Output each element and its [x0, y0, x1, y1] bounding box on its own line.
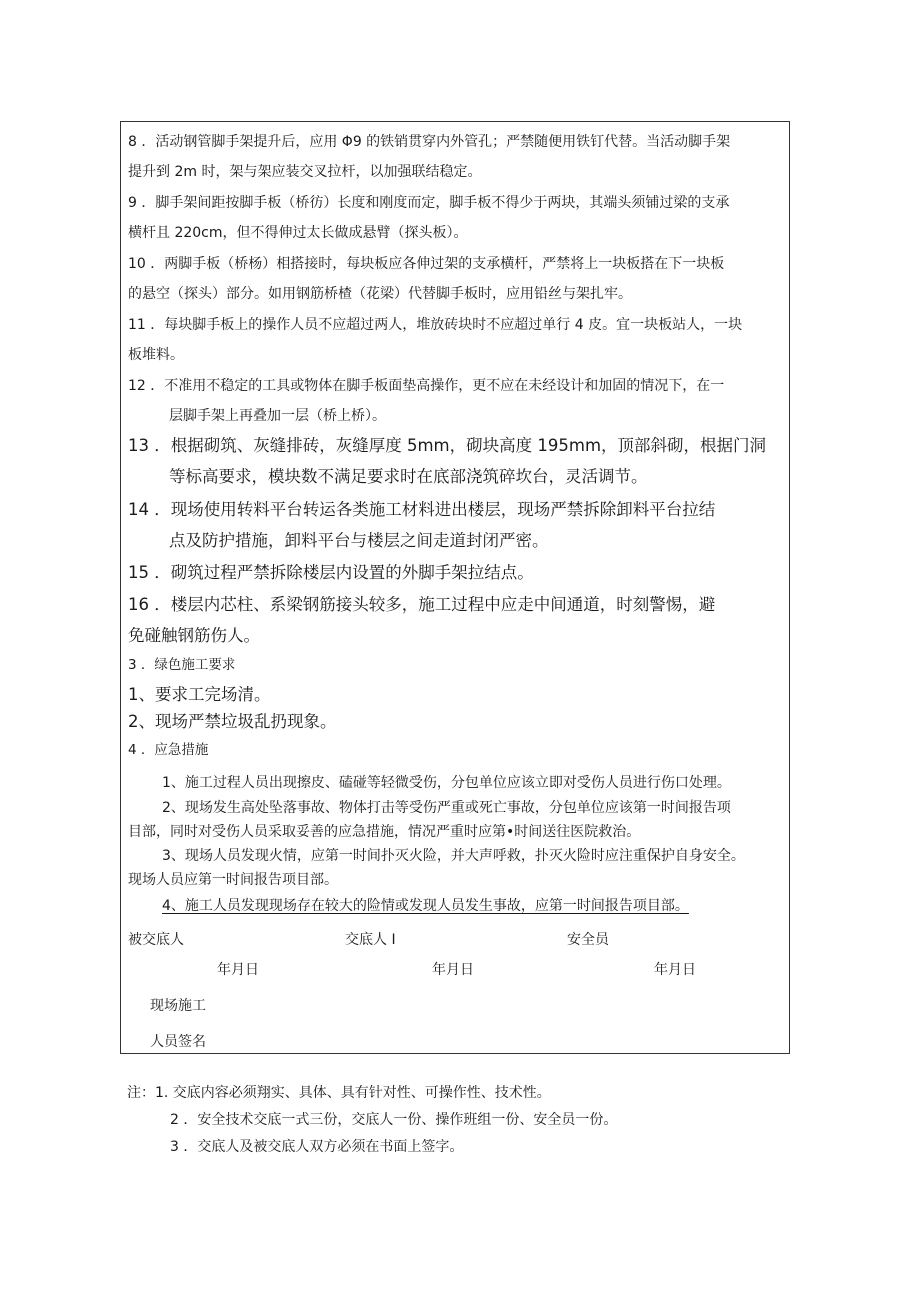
- emergency-measure-2-line-2: 目部，同时对受伤人员采取妥善的应急措施，情况严重时应第•时间送往医院救治。: [128, 824, 641, 840]
- item-16-line-2: 免碰触钢筋伤人。: [128, 626, 260, 645]
- item-16-line-1: 16 ．楼层内芯柱、系梁钢筋接头较多，施工过程中应走中间通道，时刻警惕，避: [128, 595, 716, 614]
- giver-label: 交底人 I: [345, 932, 396, 948]
- green-requirement-1: 1、要求工完场清。: [128, 685, 271, 704]
- emergency-measure-4: 4、施工人员发现现场存在较大的险情或发现人员发生事故，应第一时间报告项目部。: [162, 898, 689, 914]
- crew-signature-label-line-1: 现场施工: [150, 998, 206, 1014]
- note-3: 3 ．交底人及被交底人双方必须在书面上签字。: [170, 1139, 464, 1155]
- item-9-line-1: 9 ．脚手架间距按脚手板（桥彷）长度和刚度而定，脚手板不得少于两块，其端头须铺过梁的支承: [128, 195, 730, 211]
- crew-signature-label-line-2: 人员签名: [150, 1034, 206, 1050]
- giver-date: 年月日: [432, 962, 474, 978]
- safety-officer-date: 年月日: [654, 962, 696, 978]
- item-15: 15 ．砌筑过程严禁拆除楼层内设置的外脚手架拉结点。: [128, 563, 534, 582]
- item-9-line-2: 横杆且 220cm，但不得伸过太长做成悬臂（探头板）。: [128, 225, 468, 241]
- item-13-line-1: 13 ．根据砌筑、灰缝排砖，灰缝厚度 5mm，砌块高度 195mm，顶部斜砌，根据门洞: [128, 436, 767, 455]
- item-11-line-2: 板堆料。: [128, 347, 184, 363]
- item-14-line-1: 14 ．现场使用转料平台转运各类施工材料进出楼层，现场严禁拆除卸料平台拉结: [128, 500, 716, 519]
- emergency-measure-2-line-1: 2、现场发生高处坠落事故、物体打击等受伤严重或死亡事故，分包单位应该第一时间报告项: [162, 800, 731, 816]
- safety-officer-label: 安全员: [567, 932, 609, 948]
- item-11-line-1: 11 ．每块脚手板上的操作人员不应超过两人，堆放砖块时不应超过单行 4 皮。宜一块板站人，一块: [128, 317, 743, 333]
- emergency-measure-3-line-1: 3、现场人员发现火情，应第一时间扑灭火险，并大声呼救，扑灭火险时应注重保护自身安全。: [162, 848, 745, 864]
- item-8-line-1: 8 ．活动钢管脚手架提升后，应用 Φ9 的铁销贯穿内外管孔；严禁随便用铁钉代替。当活动脚手架: [128, 134, 731, 150]
- note-1: 注：1. 交底内容必须翔实、具体、具有针对性、可操作性、技术性。: [127, 1085, 551, 1101]
- item-12-line-2: 层脚手架上再叠加一层（桥上桥）。: [169, 408, 386, 424]
- green-heading: 3 ．绿色施工要求: [128, 657, 236, 673]
- item-10-line-2: 的悬空（探头）部分。如用钢筋桥楂（花梁）代替脚手板时，应用铅丝与架扎牢。: [128, 286, 632, 302]
- item-13-line-2: 等标高要求，模块数不满足要求时在底部浇筑碎坎台，灵活调节。: [169, 467, 648, 486]
- note-2: 2 ．安全技术交底一式三份，交底人一份、操作班组一份、安全员一份。: [170, 1112, 618, 1128]
- emergency-measure-1: 1、施工过程人员出现擦皮、磕碰等轻微受伤，分包单位应该立即对受伤人员进行伤口处理。: [162, 775, 731, 791]
- item-8-line-2: 提升到 2m 时，架与架应装交叉拉杆，以加强联结稳定。: [128, 164, 482, 180]
- disclosure-form-box: [120, 121, 790, 1054]
- receiver-label: 被交底人: [128, 932, 184, 948]
- green-requirement-2: 2、现场严禁垃圾乱扔现象。: [128, 712, 337, 731]
- item-14-line-2: 点及防护措施，卸料平台与楼层之间走道封闭严密。: [169, 531, 549, 550]
- item-10-line-1: 10 ．两脚手板（桥杨）相搭接时，每块板应各伸过架的支承横杆，严禁将上一块板搭在下一块板: [128, 256, 725, 272]
- emergency-heading: 4 ．应急措施: [128, 742, 209, 758]
- item-12-line-1: 12 ．不准用不稳定的工具或物体在脚手板面垫高操作，更不应在未经设计和加固的情况下，在一: [128, 378, 725, 394]
- receiver-date: 年月日: [217, 962, 259, 978]
- emergency-measure-3-line-2: 现场人员应第一时间报告项目部。: [128, 872, 338, 888]
